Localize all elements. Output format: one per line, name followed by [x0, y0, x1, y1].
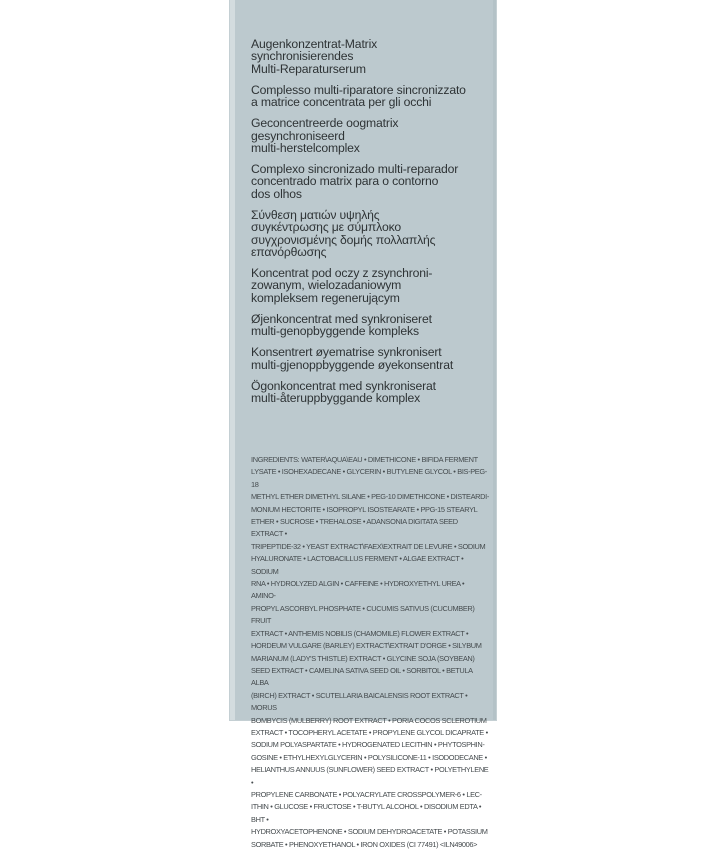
product-name-portuguese: Complexo sincronizado multi-reparador concentrado matrix para o contorno dos olhos	[251, 162, 459, 201]
product-name-norwegian: Konsentrert øyematrise synkronisert multi-gjenoppbyggende øyekonsentrat	[251, 345, 454, 372]
ingredients-list: INGREDIENTS: WATER\AQUA\EAU • DIMETHICONE • BIFIDA FERMENT LYSATE • ISOHEXADECANE • GLYCERIN • BUTYLENE GLYCOL • BIS-PEG-18 METHYL ETHER DIMETHYL SILANE • PEG-10 DIMETHICONE • DISTEARDI- MONIUM HECTORITE • ISOPROPYL ISOSTEARATE • PPG-15 STEARYL ETHER • SUCROSE • TREHALOSE • ADANSONIA DIGITATA SEED EXTRACT • TRIPEPTIDE-32 • YEAST EXTRACT\FAEX\EXTRAIT DE LEVURE • SODIUM HYALURONATE • LACTOBACILLUS FERMENT • ALGAE EXTRACT • SODIUM RNA • HYDROLYZED ALGIN • CAFFEINE • HYDROXYETHYL UREA • AMINO- PROPYL ASCORBYL PHOSPHATE • CUCUMIS SATIVUS (CUCUMBER) FRUIT EXTRACT • ANTHEMIS NOBILIS (CHAMOMILE) FLOWER EXTRACT • HORDEUM VULGARE (BARLEY) EXTRACT\EXTRAIT D'ORGE • SILYBUM MARIANUM (LADY'S THISTLE) EXTRACT • GLYCINE SOJA (SOYBEAN) SEED EXTRACT • CAMELINA SATIVA SEED OIL • SORBITOL • BETULA ALBA (BIRCH) EXTRACT • SCUTELLARIA BAICALENSIS ROOT EXTRACT • MORUS BOMBYCIS (MULBERRY) ROOT EXTRACT • PORIA COCOS SCLEROTIUM EXTRACT • TOCOPHERYL ACETATE • PROPYLENE GLYCOL DICAPRATE • SODIUM POLYASPARTATE • HYDROGENATED LECITHIN • PHYTOSPHIN- GOSINE • ETHYLHEXYLGLYCERIN • POLYSILICONE-11 • ISODODECANE • HELIANTHUS ANNUUS (SUNFLOWER) SEED EXTRACT • POLYETHYLENE • PROPYLENE CARBONATE • POLYACRYLATE CROSSPOLYMER-6 • LEC- ITHIN • GLUCOSE • FRUCTOSE • T-BUTYL ALCOHOL • DISODIUM EDTA • BHT • HYDROXYACETOPHENONE • SODIUM DEHYDROACETATE • POTASSIUM SORBATE • PHENOXYETHANOL • IRON OXIDES (CI 77491) <ILN49006>	[251, 455, 489, 849]
product-name-danish: Øjenkoncentrat med synkroniseret multi-genopbyggende kompleks	[251, 311, 432, 339]
box-left-edge	[230, 0, 235, 720]
product-name-translations	[251, 38, 495, 413]
product-name-italian: Complesso multi-riparatore sincronizzato a matrice concentrata per gli occhi	[251, 82, 466, 110]
product-name-polish: Koncentrat pod oczy z zsynchroni- zowanym, wielozadaniowym kompleksem regenerującym	[251, 266, 433, 305]
product-name-german: Augenkonzentrat-Matrix synchronisierendes Multi-Reparaturserum	[251, 37, 378, 76]
product-name-greek: Σύνθεση ματιών υψηλής συγκέντρωσης με σύμπλοκο συγχρονισμένης δομής πολλαπλής επανόρθωσης	[251, 207, 436, 260]
product-name-dutch: Geconcentreerde oogmatrix gesynchroniseerd multi-herstelcomplex	[251, 116, 399, 156]
product-box-panel	[230, 0, 496, 849]
product-name-swedish: Ögonkoncentrat med synkroniserat multi-återuppbyggande komplex	[251, 378, 436, 406]
